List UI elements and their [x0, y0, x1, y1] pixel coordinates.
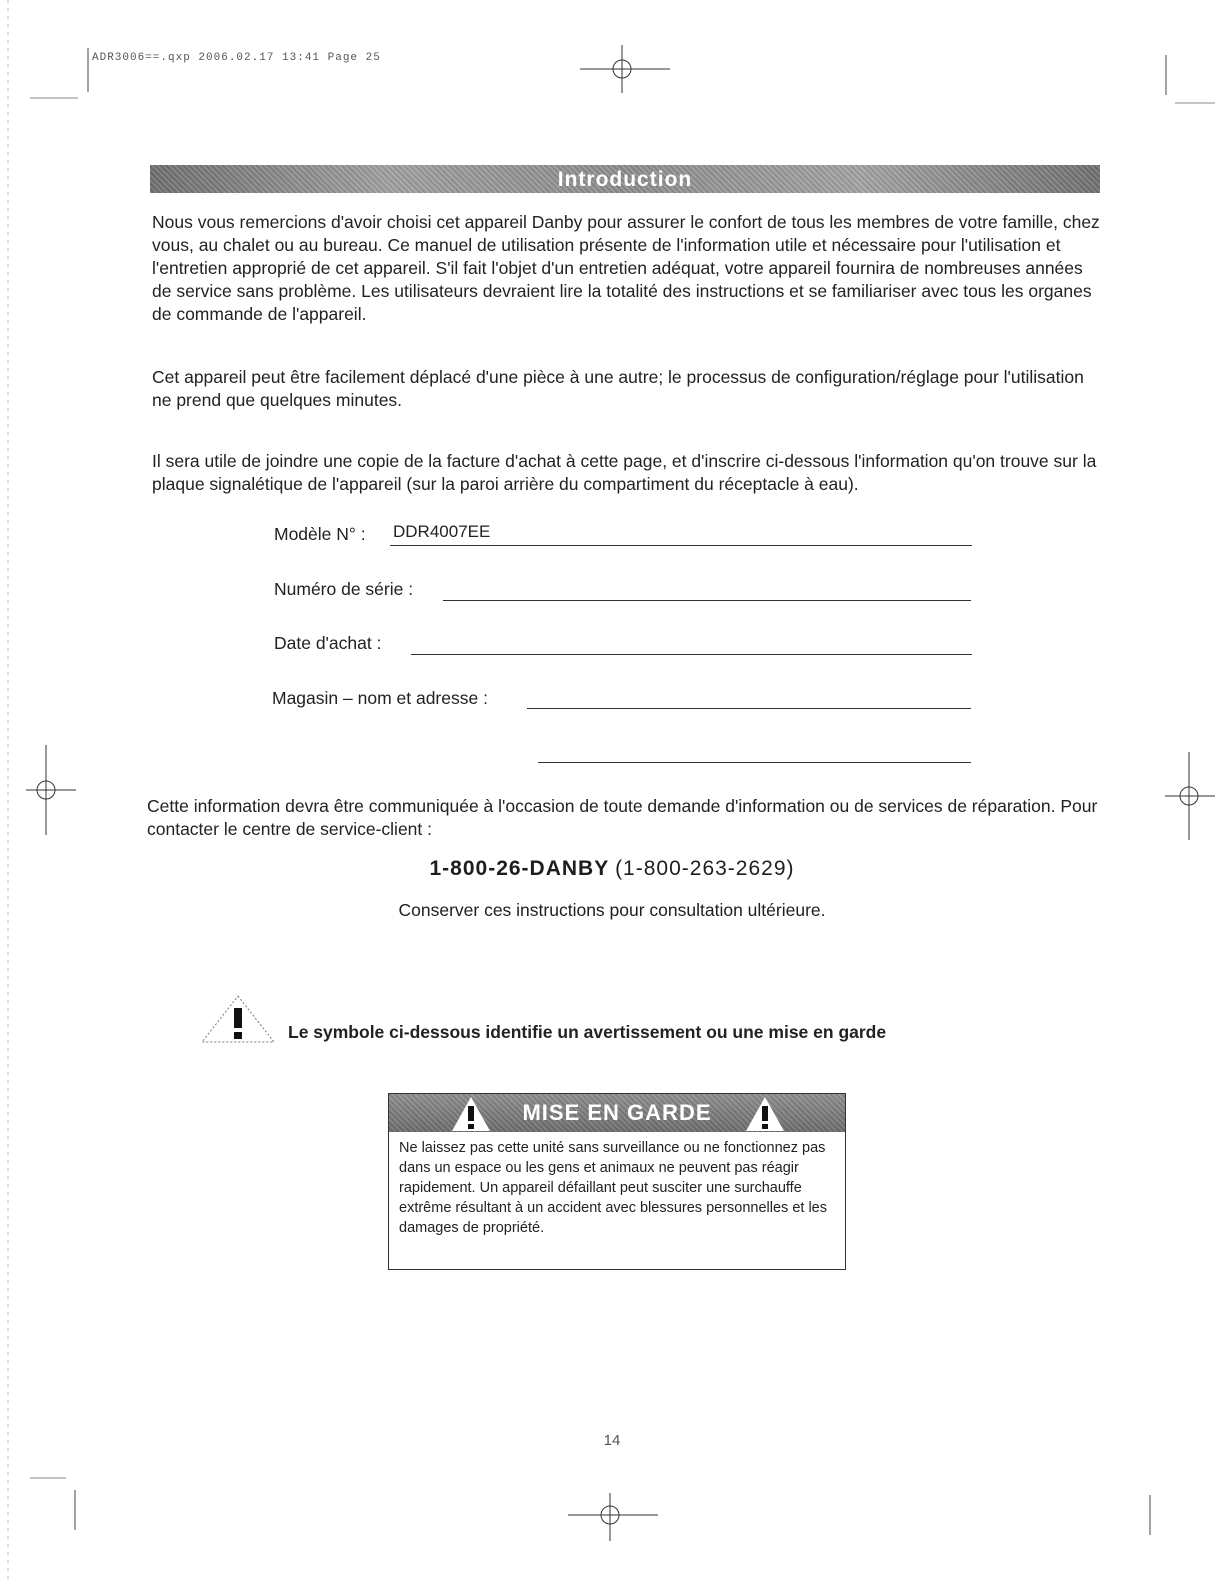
contact-text: Cette information devra être communiquée à l'occasion de toute demande d'information ou de services de réparation. Pour contacter le centre de service-client :	[147, 796, 1098, 839]
page-number: 14	[603, 1432, 621, 1449]
intro-text-1: Nous vous remercions d'avoir choisi cet appareil Danby pour assurer le confort de tous les membres de votre famille, chez vous, au chalet ou au bureau. Ce manuel de utilisation présente de l'information utile et nécessaire pour l'utilisation et l'entretien approprié de cet appareil. S'il fait l'objet d'un entretien adéquat, votre appareil fournira de nombreuses années de service sans problème. Les utilisateurs devraient lire la totalité des instructions et se familiariser avec tous les organes de commande de l'appareil.	[152, 212, 1100, 324]
symbol-note: Le symbole ci-dessous identifie un avertissement ou une mise en garde	[288, 1022, 887, 1042]
warning-triangle-icon	[200, 994, 276, 1044]
contact-paragraph	[147, 795, 1107, 841]
warning-title: MISE EN GARDE	[522, 1100, 712, 1125]
store-label: Magasin – nom et adresse :	[272, 688, 488, 708]
intro-paragraph-1	[152, 211, 1102, 326]
serial-line	[443, 600, 971, 601]
date-line	[411, 654, 972, 655]
phone-main: 1-800-26-DANBY	[429, 857, 610, 880]
warning-header	[389, 1094, 845, 1132]
date-label: Date d'achat :	[274, 633, 382, 653]
keep-note: Conserver ces instructions pour consultation ultérieure.	[398, 900, 826, 920]
intro-paragraph-3	[152, 450, 1102, 496]
intro-paragraph-2	[152, 366, 1102, 412]
model-line	[390, 545, 972, 546]
phone-alt: (1-800-263-2629)	[615, 857, 795, 880]
store-line-1	[527, 708, 971, 709]
store-line-2	[538, 762, 971, 763]
model-label: Modèle N° :	[274, 524, 366, 544]
warning-icon-right	[745, 1096, 785, 1132]
model-value: DDR4007EE	[393, 522, 491, 541]
intro-text-3: Il sera utile de joindre une copie de la facture d'achat à cette page, et d'inscrire ci-dessous l'information qu'on trouve sur la plaque signalétique de l'appareil (sur la paroi arrière du compartiment du réceptacle à eau).	[152, 451, 1097, 494]
section-header-bar	[150, 165, 1100, 193]
warning-box	[388, 1093, 846, 1270]
section-title: Introduction	[557, 168, 693, 191]
serial-label: Numéro de série :	[274, 579, 414, 599]
warning-body: Ne laissez pas cette unité sans surveillance ou ne fonctionnez pas dans un espace ou les gens et animaux ne peuvent pas réagir rapidement. Un appareil défaillant peut susciter une surchauffe extrême résultant à un accident avec blessures personnelles et les damages de propriété.	[399, 1140, 827, 1236]
file-stamp: ADR3006==.qxp 2006.02.17 13:41 Page 25	[92, 52, 381, 64]
phone-line	[0, 857, 1224, 881]
intro-text-2: Cet appareil peut être facilement déplacé d'une pièce à une autre; le processus de configuration/réglage pour l'utilisation ne prend que quelques minutes.	[152, 367, 1084, 410]
